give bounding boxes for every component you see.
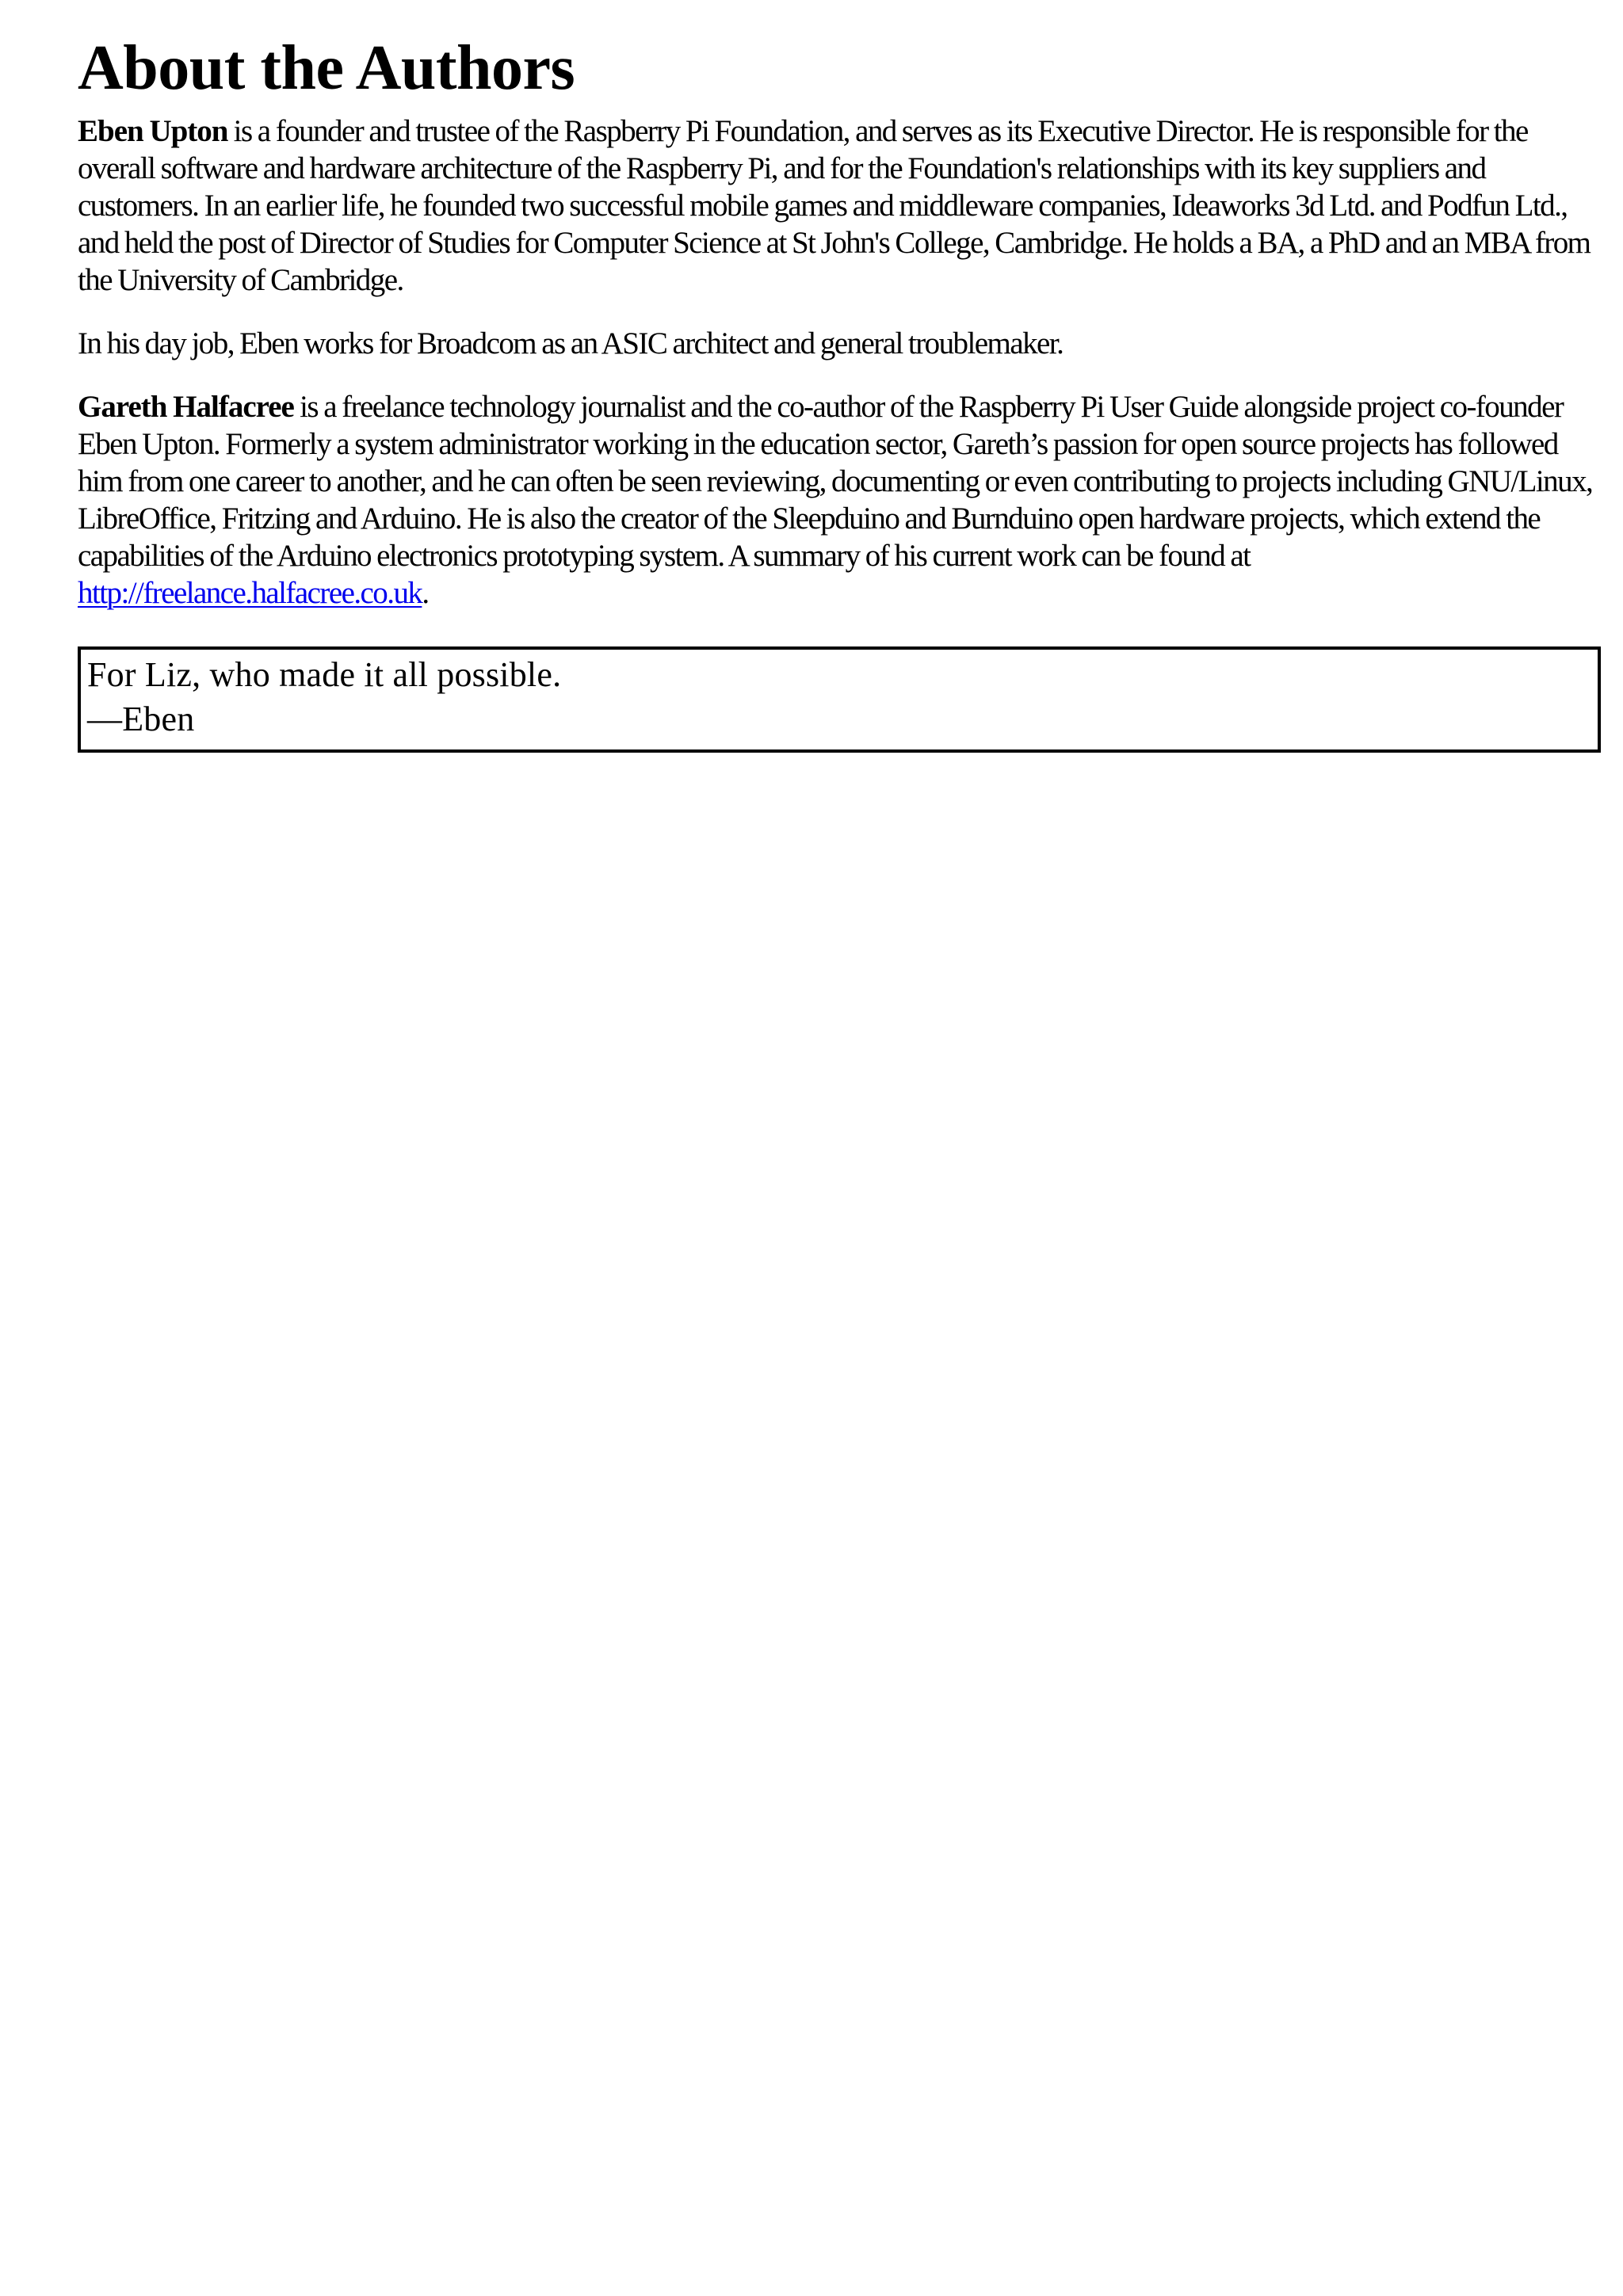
author-name-gareth-halfacree: Gareth Halfacree [78, 390, 294, 424]
page-title: About the Authors [78, 33, 575, 103]
bio-text-eben-upton: is a founder and trustee of the Raspberry Pi Foundation, and serves as its Executive Director. He is responsible for the overall software and hardware architecture of the Raspberry Pi, and for the Foundation's relationships with its key suppliers and customers. In an earlier life, he founded two successful mobile games and middleware companies, Ideaworks 3d Ltd. and Podfun Ltd., and held the post of Director of Studies for Computer Science at St John's College, Cambridge. He holds a BA, a PhD and an MBA from the University of Cambridge. [78, 114, 1591, 297]
dedication-signature: —Eben [87, 700, 195, 738]
bio-end-gareth-halfacree: . [422, 576, 429, 610]
day-job-paragraph: In his day job, Eben works for Broadcom as an ASIC architect and general troublemaker. [78, 326, 1064, 360]
bio-gareth-halfacree [78, 388, 1599, 612]
bio-eben-upton [78, 113, 1599, 299]
bio-text-gareth-halfacree: is a freelance technology journalist and the co-author of the Raspberry Pi User Guide alongside project co-founder Eben Upton. Formerly a system administrator working in the education sector, Gareth’s passion for open source projects has followed him from one career to another, and he can often be seen reviewing, documenting or even contributing to projects including GNU/Linux, LibreOffice, Fritzing and Arduino. He is also the creator of the Sleepduino and Burnduino open hardware projects, which extend the capabilities of the Arduino electronics prototyping system. A summary of his current work can be found at [78, 390, 1593, 573]
freelance-website-link[interactable]: http://freelance.halfacree.co.uk [78, 576, 422, 610]
dedication-line: For Liz, who made it all possible. [87, 655, 562, 694]
author-name-eben-upton: Eben Upton [78, 114, 228, 148]
dedication-box [78, 646, 1601, 753]
page [78, 30, 1599, 753]
